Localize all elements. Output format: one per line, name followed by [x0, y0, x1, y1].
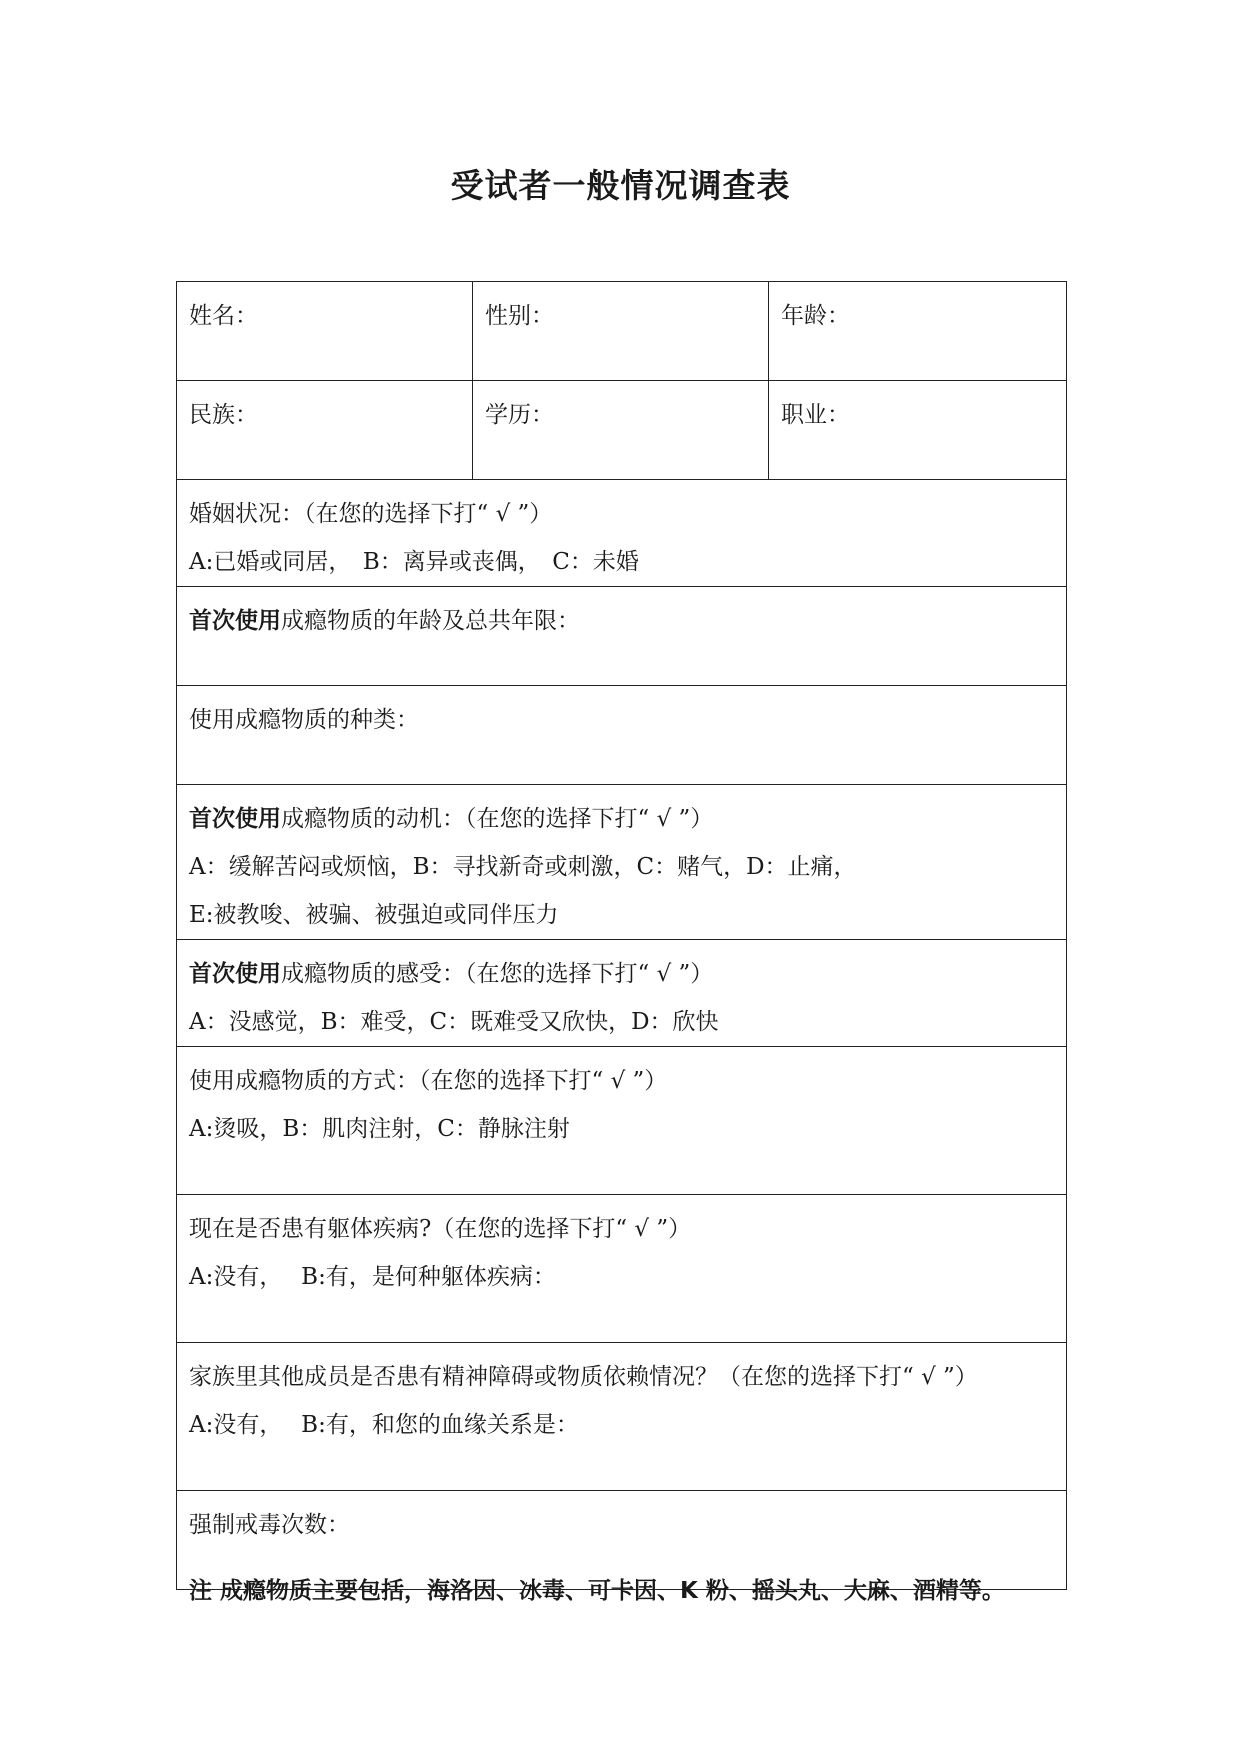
name-label: 姓名： [189, 303, 258, 329]
first-use-motive-text: 成瘾物质的动机：（在您的选择下打“ √ ”） [281, 806, 714, 832]
first-use-motive-options-1: A：缓解苦闷或烦恼，B：寻找新奇或刺激，C：赌气，D：止痛， [189, 854, 857, 880]
first-use-age-bold: 首次使用 [189, 608, 281, 634]
first-use-feeling-question [189, 950, 1054, 998]
education-label: 学历： [485, 402, 554, 428]
name-field[interactable] [177, 282, 473, 381]
gender-label: 性别： [485, 303, 554, 329]
first-use-motive-row [177, 785, 1067, 940]
gender-field[interactable] [473, 282, 769, 381]
first-use-motive-question [189, 795, 1054, 843]
physical-illness-field[interactable] [177, 1195, 1067, 1343]
family-history-options: A:没有， B:有，和您的血缘关系是： [189, 1412, 579, 1438]
basic-info-row-1 [177, 282, 1067, 381]
basic-info-row-2 [177, 381, 1067, 480]
first-use-feeling-field[interactable] [177, 940, 1067, 1047]
usage-method-field[interactable] [177, 1047, 1067, 1195]
physical-illness-row [177, 1195, 1067, 1343]
marital-question: 婚姻状况：（在您的选择下打“ √ ”） [189, 501, 553, 527]
age-label: 年龄： [781, 303, 850, 329]
physical-illness-question: 现在是否患有躯体疾病?（在您的选择下打“ √ ”） [189, 1216, 692, 1242]
rehab-count-question: 强制戒毒次数： [189, 1512, 350, 1538]
family-history-question: 家族里其他成员是否患有精神障碍或物质依赖情况？（在您的选择下打“ √ ”） [189, 1364, 978, 1390]
first-use-motive-bold: 首次使用 [189, 806, 281, 832]
first-use-feeling-row [177, 940, 1067, 1047]
family-history-field[interactable] [177, 1343, 1067, 1491]
family-history-row [177, 1343, 1067, 1491]
substance-types-field[interactable] [177, 686, 1067, 785]
usage-method-options: A:烫吸，B：肌肉注射，C：静脉注射 [189, 1116, 570, 1142]
marital-status-row [177, 480, 1067, 587]
physical-illness-options: A:没有， B:有，是何种躯体疾病： [189, 1264, 556, 1290]
marital-options: A:已婚或同居， B：离异或丧偶， C：未婚 [189, 549, 639, 575]
age-field[interactable] [769, 282, 1067, 381]
first-use-age-question [189, 597, 1054, 645]
substance-types-question: 使用成瘾物质的种类： [189, 707, 419, 733]
first-use-feeling-text: 成瘾物质的感受：（在您的选择下打“ √ ”） [281, 961, 714, 987]
occupation-field[interactable] [769, 381, 1067, 480]
first-use-age-field[interactable] [177, 587, 1067, 686]
first-use-feeling-bold: 首次使用 [189, 961, 281, 987]
first-use-motive-options-2: E:被教唆、被骗、被强迫或同伴压力 [189, 902, 559, 928]
ethnicity-field[interactable] [177, 381, 473, 480]
first-use-age-text: 成瘾物质的年龄及总共年限： [281, 608, 580, 634]
first-use-motive-field[interactable] [177, 785, 1067, 940]
survey-form-table [176, 281, 1067, 1590]
first-use-age-row [177, 587, 1067, 686]
footnote: 注 成瘾物质主要包括，海洛因、冰毒、可卡因、K 粉、摇头丸、大麻、酒精等。 [189, 1578, 1005, 1604]
marital-status-field[interactable] [177, 480, 1067, 587]
usage-method-question: 使用成瘾物质的方式：（在您的选择下打“ √ ”） [189, 1068, 668, 1094]
ethnicity-label: 民族： [189, 402, 258, 428]
education-field[interactable] [473, 381, 769, 480]
page-title: 受试者一般情况调查表 [450, 166, 791, 205]
occupation-label: 职业： [781, 402, 850, 428]
substance-types-row [177, 686, 1067, 785]
usage-method-row [177, 1047, 1067, 1195]
first-use-feeling-options: A：没感觉，B：难受，C：既难受又欣快，D：欣快 [189, 1009, 719, 1035]
